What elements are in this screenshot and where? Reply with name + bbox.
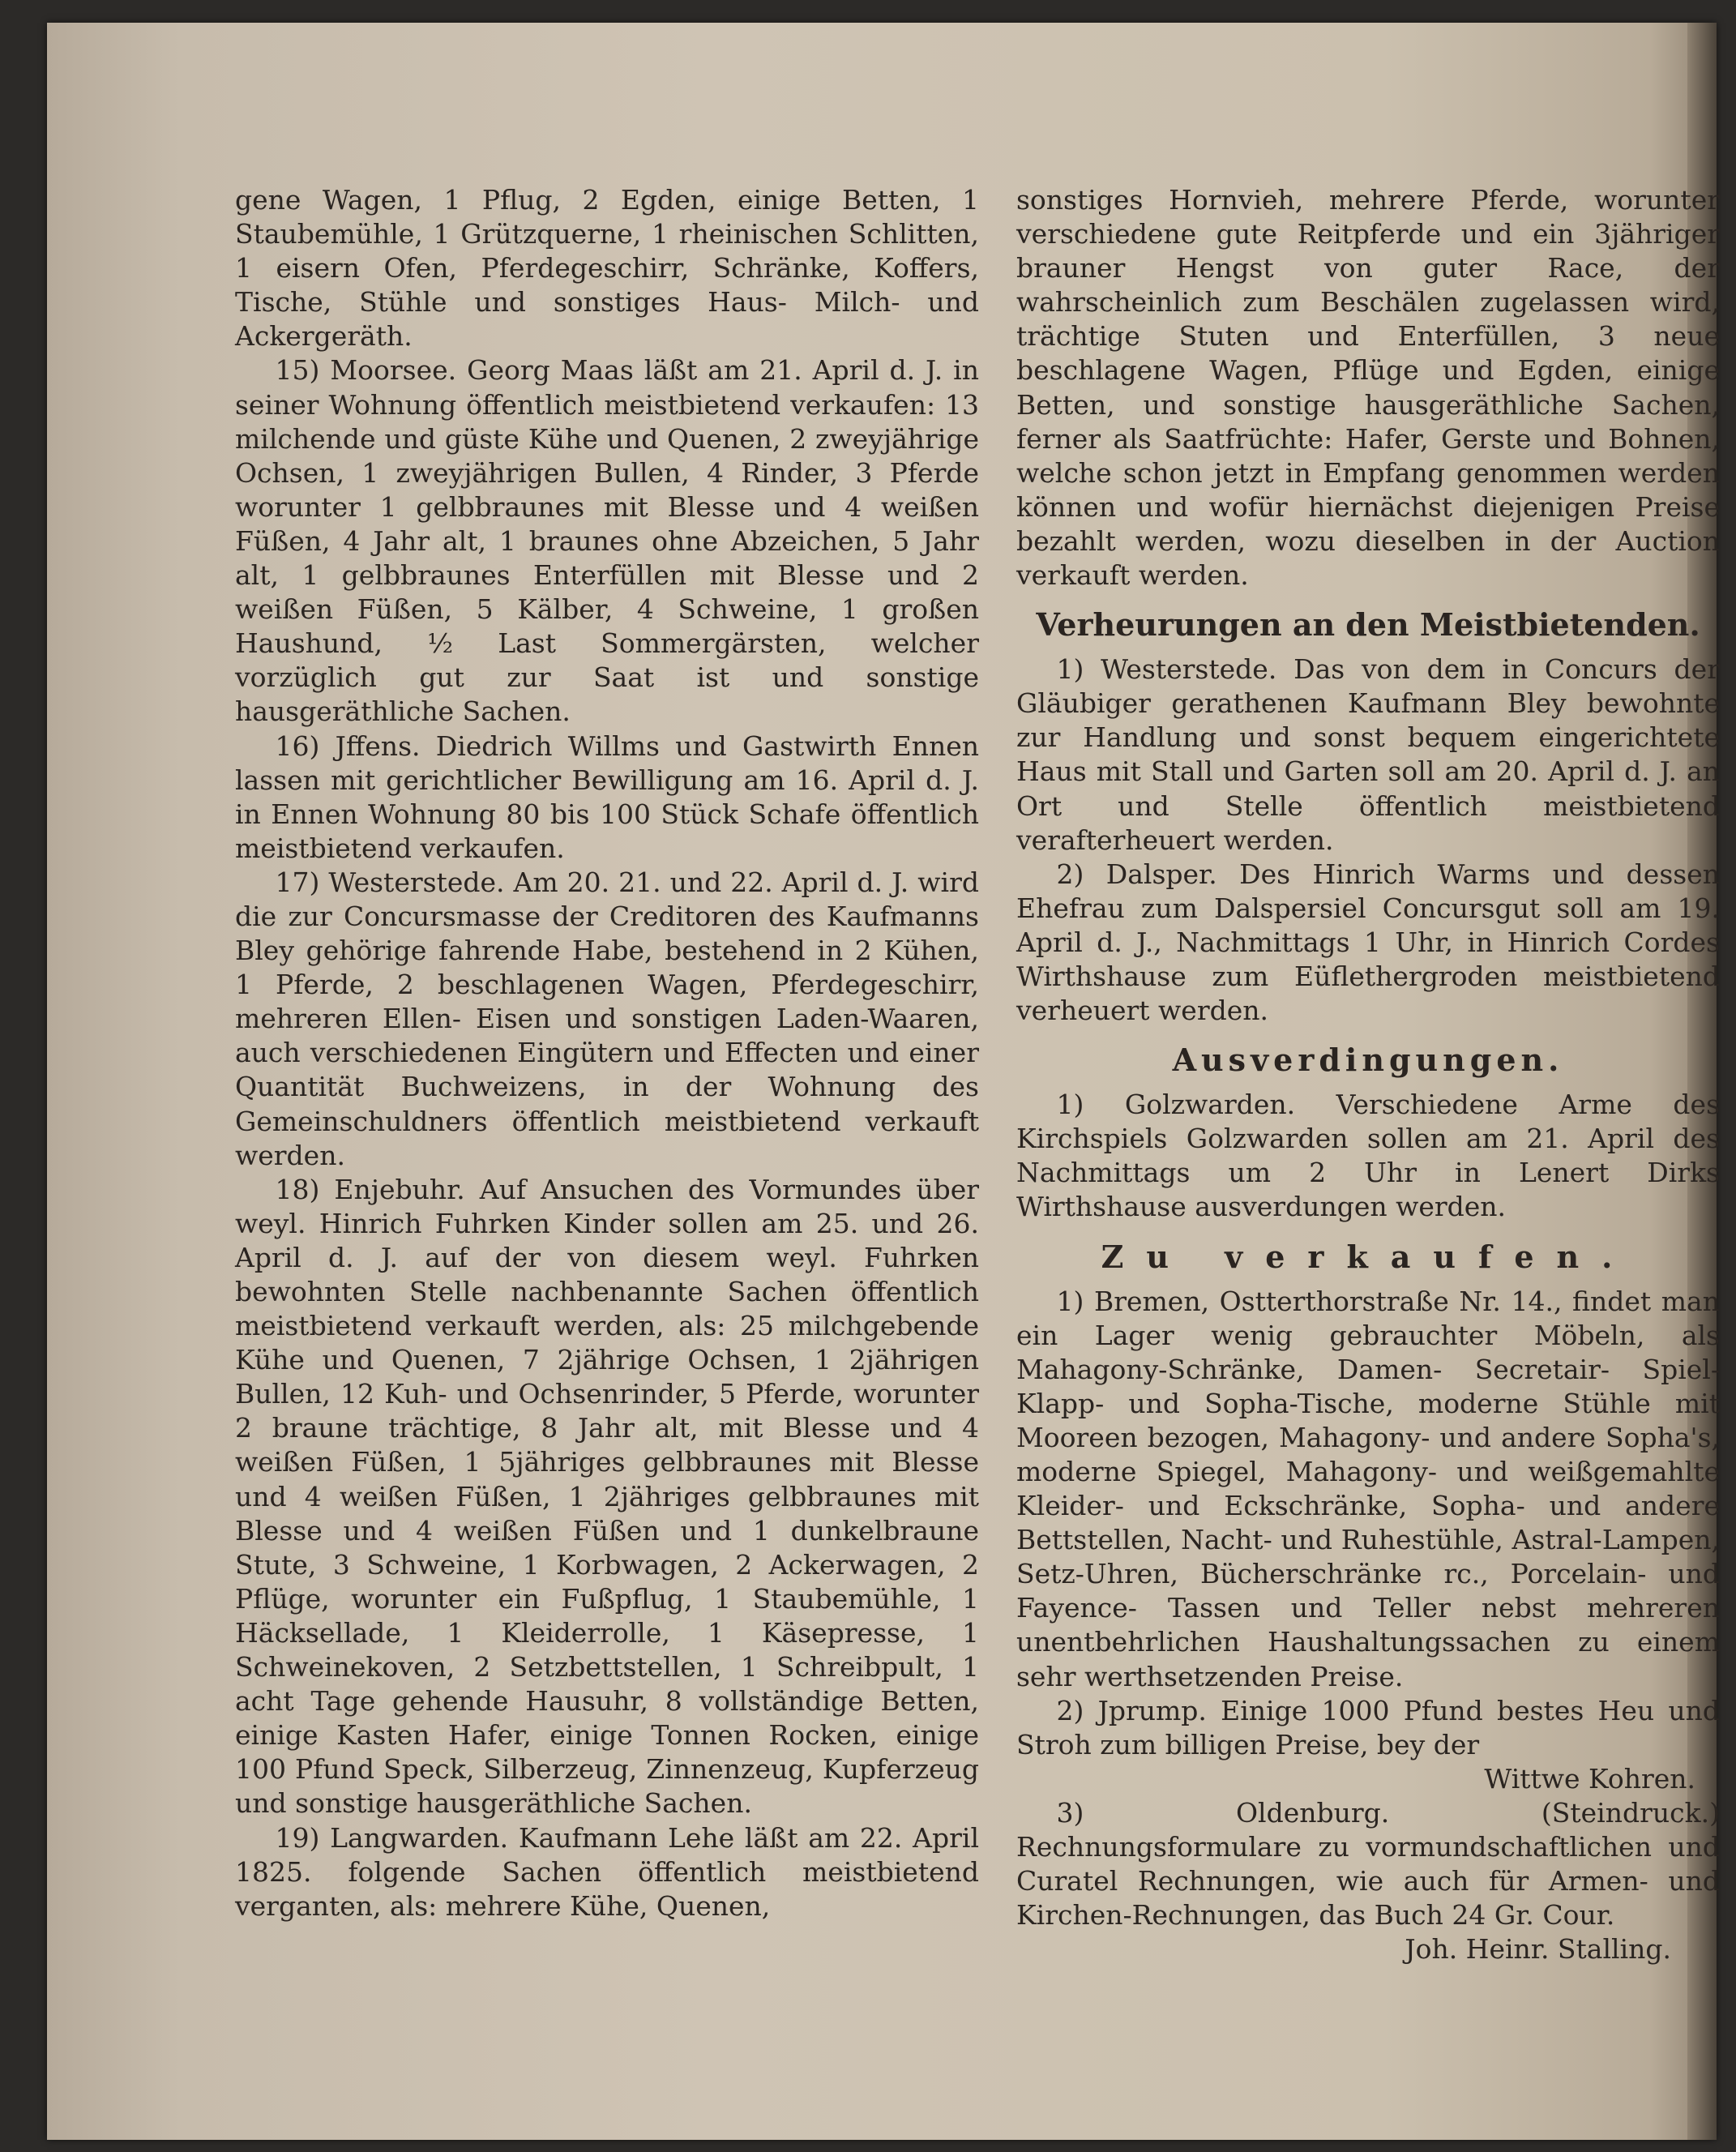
- continuation-paragraph: sonstiges Hornvieh, mehrere Pferde, worunter verschiedene gute Reitpferde und ein 3jähriger brauner Hengst von guter Race, der wahrscheinlich zum Beschälen zugelassen wird, trächtige Stuten und Enterfüllen, 3 neue beschlagene Wagen, Pflüge und Egden, einige Betten, und sonstige hausgeräthliche Sachen, ferner als Saatfrüchte: Hafer, Gerste und Bohnen, welche schon jetzt in Empfang genommen werden können und wofür hiernächst diejenigen Preise bezahlt werden, wozu dieselben in der Auction verkauft werden.: [1016, 184, 1720, 592]
- section-heading-zu-verkaufen: Zu verkaufen.: [1101, 1238, 1636, 1275]
- notice-17-westerstede: 17) Westerstede. Am 20. 21. und 22. April d. J. wird die zur Concursmasse der Creditoren des Kaufmanns Bley gehörige fahrende Habe, bestehend in 2 Kühen, 1 Pferde, 2 beschlagenen Wagen, Pferdegeschirr, mehreren Ellen- Eisen und sonstigen Laden-Waaren, auch verschiedenen Eingütern und Effecten und einer Quantität Buchweizens, in der Wohnung des Gemeinschuldners öffentlich meistbietend verkauft werden.: [235, 866, 979, 1171]
- notice-bremen: 1) Bremen, Ostterthorstraße Nr. 14., findet man ein Lager wenig gebrauchter Möbeln, als Mahagony-Schränke, Damen- Secretair- Spiel- Klapp- und Sopha-Tische, moderne Stühle mit Mooreen bezogen, Mahagony- und andere Sopha's, moderne Spiegel, Mahagony- und weißgemahlte Kleider- und Eckschränke, Sopha- und andere Bettstellen, Nacht- und Ruhestühle, Astral-Lampen, Setz-Uhren, Bücherschränke rc., Porcelain- und Fayence- Tassen und Teller nebst mehreren unentbehrlichen Haushaltungssachen zu einem sehr werthsetzenden Preise.: [1016, 1285, 1720, 1692]
- newspaper-page: [47, 23, 1720, 2140]
- signature-stalling: Joh. Heinr. Stalling.: [1405, 1933, 1671, 1966]
- left-column: [235, 183, 979, 1923]
- signature-kohren: Wittwe Kohren.: [1484, 1762, 1695, 1795]
- section-heading-verheurungen: Verheurungen an den Meistbietenden.: [1036, 606, 1700, 644]
- notice-dalsper: 2) Dalsper. Des Hinrich Warms und dessen Ehefrau zum Dalspersiel Concursgut soll am 19. April d. J., Nachmittags 1 Uhr, in Hinrich Cordes Wirthshause zum Eüflethergroden meistbietend verheuert werden.: [1016, 858, 1720, 1027]
- notice-westerstede: 1) Westerstede. Das von dem in Concurs der Gläubiger gerathenen Kaufmann Bley bewohnte zur Handlung und sonst bequem eingerichtete Haus mit Stall und Garten soll am 20. April d. J. an Ort und Stelle öffentlich meistbietend verafterheuert werden.: [1016, 653, 1720, 856]
- section-heading-ausverdingungen: Ausverdingungen.: [1172, 1042, 1564, 1079]
- notice-jprump: 2) Jprump. Einige 1000 Pfund bestes Heu und Stroh zum billigen Preise, bey der: [1016, 1694, 1720, 1761]
- notice-16-jffens: 16) Jffens. Diedrich Willms und Gastwirth Ennen lassen mit gerichtlicher Bewilligung am 16. April d. J. in Ennen Wohnung 80 bis 100 Stück Schafe öffentlich meistbietend verkaufen.: [235, 729, 979, 864]
- continuation-paragraph: gene Wagen, 1 Pflug, 2 Egden, einige Betten, 1 Staubemühle, 1 Grützquerne, 1 rheinischen Schlitten, 1 eisern Ofen, Pferdegeschirr, Schränke, Koffers, Tische, Stühle und sonstiges Haus- Milch- und Ackergeräth.: [235, 184, 979, 353]
- notice-15-moorsee: 15) Moorsee. Georg Maas läßt am 21. April d. J. in seiner Wohnung öffentlich meistbietend verkaufen: 13 milchende und güste Kühe und Quenen, 2 zweyjährige Ochsen, 1 zweyjährigen Bullen, 4 Rinder, 3 Pferde worunter 1 gelbbraunes mit Blesse und 4 weißen Füßen, 4 Jahr alt, 1 braunes ohne Abzeichen, 5 Jahr alt, 1 gelbbraunes Enterfüllen mit Blesse und 2 weißen Füßen, 5 Kälber, 4 Schweine, 1 großen Haushund, ½ Last Sommergärsten, welcher vorzüglich gut zur Saat ist und sonstige hausgeräthliche Sachen.: [235, 354, 979, 728]
- notice-oldenburg: 3) Oldenburg. (Steindruck.) Rechnungsformulare zu vormundschaftlichen und Curatel Rechnungen, wie auch für Armen- und Kirchen-Rechnungen, das Buch 24 Gr. Cour.: [1016, 1796, 1720, 1932]
- notice-18-enjebuhr: 18) Enjebuhr. Auf Ansuchen des Vormundes über weyl. Hinrich Fuhrken Kinder sollen am 25. und 26. April d. J. auf der von diesem weyl. Fuhrken bewohnten Stelle nachbenannte Sachen öffentlich meistbietend verkauft werden, als: 25 milchgebende Kühe und Quenen, 7 2jährige Ochsen, 1 2jährigen Bullen, 12 Kuh- und Ochsenrinder, 5 Pferde, worunter 2 braune trächtige, 8 Jahr alt, mit Blesse und 4 weißen Füßen, 1 5jähriges gelbbraunes mit Blesse und 4 weißen Füßen, 1 2jähriges gelbbraunes mit Blesse und 4 weißen Füßen und 1 dunkelbraune Stute, 3 Schweine, 1 Korbwagen, 2 Ackerwagen, 2 Pflüge, worunter ein Fußpflug, 1 Staubemühle, 1 Häcksellade, 1 Kleiderrolle, 1 Käsepresse, 1 Schweinekoven, 2 Setzbettstellen, 1 Schreibpult, 1 acht Tage gehende Hausuhr, 8 vollständige Betten, einige Kasten Hafer, einige Tonnen Rocken, einige 100 Pfund Speck, Silberzeug, Zinnenzeug, Kupferzeug und sonstige hausgeräthliche Sachen.: [235, 1173, 979, 1820]
- right-column: [1016, 183, 1720, 1966]
- notice-golzwarden: 1) Golzwarden. Verschiedene Arme des Kirchspiels Golzwarden sollen am 21. April des Nachmittags um 2 Uhr in Lenert Dirks Wirthshause ausverdungen werden.: [1016, 1089, 1720, 1223]
- notice-19-langwarden: 19) Langwarden. Kaufmann Lehe läßt am 22. April 1825. folgende Sachen öffentlich meistbietend verganten, als: mehrere Kühe, Quenen,: [235, 1821, 979, 1922]
